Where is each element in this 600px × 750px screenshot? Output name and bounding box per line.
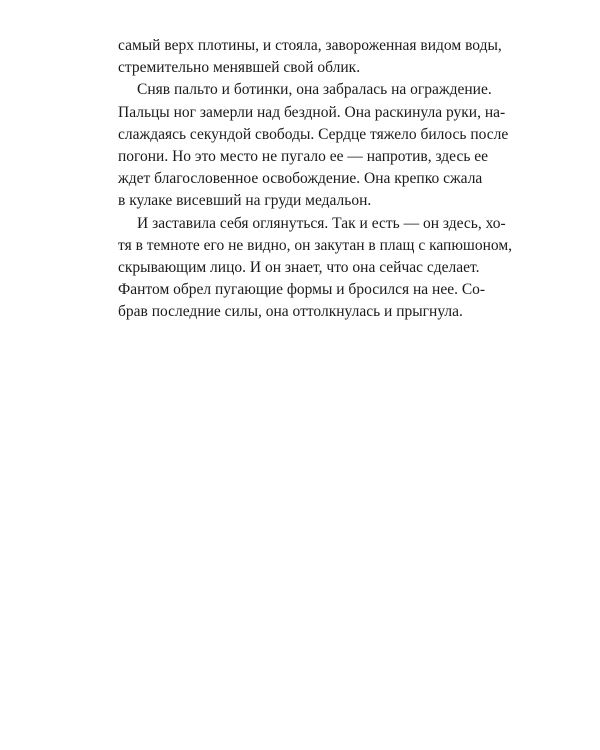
- text-line: в кулаке висевший на груди медальон.: [118, 192, 372, 210]
- paragraph-3: [118, 213, 513, 324]
- text-line: слаждаясь секундой свободы. Сердце тяжело билось после: [118, 125, 509, 143]
- body-text: [118, 35, 513, 323]
- text-line: самый верх плотины, и стояла, завороженная видом воды,: [118, 37, 502, 54]
- text-line: тя в темноте его не видно, он закутан в плащ с капюшоном,: [118, 236, 513, 254]
- text-line: погони. Но это место не пугало ее — напротив, здесь ее: [118, 147, 489, 165]
- text-line: Фантом обрел пугающие формы и бросился на нее. Со-: [118, 281, 486, 299]
- paragraph-2: [118, 79, 509, 212]
- text-line: Сняв пальто и ботинки, она забралась на ограждение.: [137, 81, 492, 99]
- text-line: И заставила себя оглянуться. Так и есть — он здесь, хо-: [137, 214, 506, 232]
- text-line: ждет благословенное освобождение. Она крепко сжала: [118, 170, 483, 188]
- text-line: Пальцы ног замерли над бездной. Она раскинула руки, на-: [118, 103, 506, 121]
- text-line: брав последние силы, она оттолкнулась и прыгнула.: [118, 303, 463, 321]
- text-line: стремительно менявшей свой облик.: [118, 59, 361, 77]
- text-line: скрывающим лицо. И он знает, что она сейчас сделает.: [118, 258, 480, 276]
- paragraph-1: [118, 35, 502, 79]
